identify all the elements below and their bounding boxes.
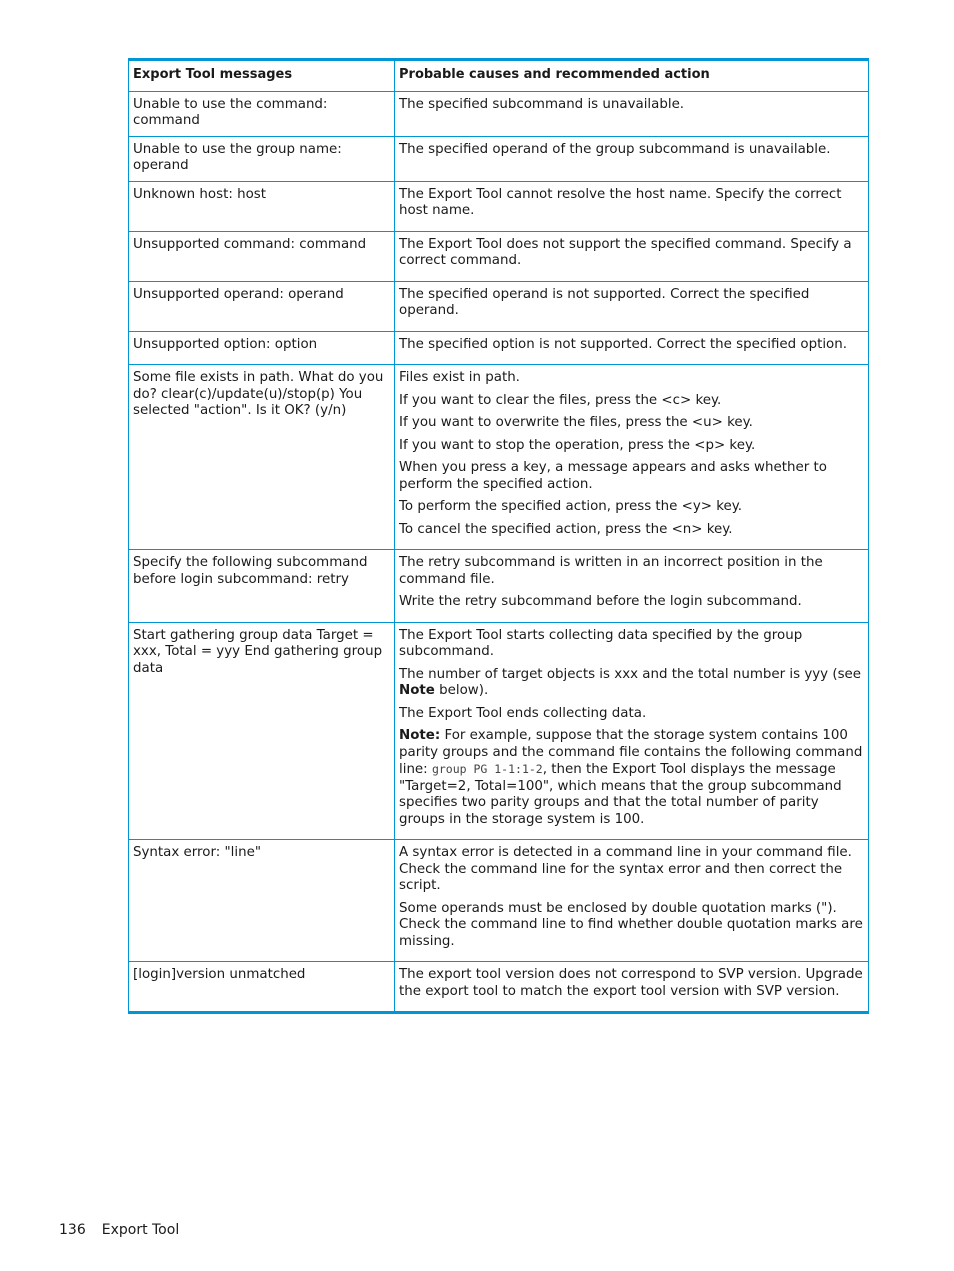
cause-text: To cancel the specified action, press the <n> key. bbox=[399, 521, 733, 537]
note-reference: Note bbox=[399, 683, 435, 698]
cause-cell bbox=[395, 550, 869, 623]
cause-text: A syntax error is detected in a command line in your command file. Check the command line for the syntax error and then correct the script. bbox=[399, 845, 852, 893]
cause-text: Write the retry subcommand before the login subcommand. bbox=[399, 594, 802, 609]
cause-text: The retry subcommand is written in an incorrect position in the command file. bbox=[399, 555, 823, 587]
cause-fragment: below). bbox=[434, 683, 489, 698]
cause-cell bbox=[395, 91, 869, 136]
message-cell: Start gathering group data Target = xxx, Total = yyy End gathering group data bbox=[129, 622, 395, 840]
table-row bbox=[129, 331, 869, 365]
cause-text: Some operands must be enclosed by double quotation marks ("). Check the command line to find whether double quotation marks are missing. bbox=[399, 900, 863, 949]
message-cell: Unsupported operand: operand bbox=[129, 281, 395, 331]
cause-cell bbox=[395, 840, 869, 962]
cause-text: Files exist in path. bbox=[399, 370, 520, 385]
cause-fragment: The number of target objects is xxx and the total number is yyy (see bbox=[399, 666, 862, 682]
page-footer bbox=[59, 1222, 179, 1238]
cause-cell bbox=[395, 181, 869, 231]
cause-text: To perform the specified action, press the <y> key. bbox=[399, 499, 743, 514]
table-row bbox=[129, 281, 869, 331]
page-number: 136 bbox=[59, 1222, 86, 1238]
message-cell: Unable to use the group name: operand bbox=[129, 136, 395, 181]
cause-text: The Export Tool starts collecting data specified by the group subcommand. bbox=[399, 627, 803, 659]
table-row bbox=[129, 181, 869, 231]
table-row bbox=[129, 622, 869, 840]
table-row bbox=[129, 365, 869, 550]
cause-text: If you want to stop the operation, press the <p> key. bbox=[399, 437, 756, 453]
header-messages: Export Tool messages bbox=[129, 60, 395, 92]
table-row bbox=[129, 231, 869, 281]
message-cell: Unable to use the command: command bbox=[129, 91, 395, 136]
cause-text: The specified subcommand is unavailable. bbox=[399, 96, 685, 112]
message-cell: Unsupported command: command bbox=[129, 231, 395, 281]
cause-text: The Export Tool ends collecting data. bbox=[399, 705, 647, 721]
message-cell: Specify the following subcommand before login subcommand: retry bbox=[129, 550, 395, 623]
cause-text: When you press a key, a message appears and asks whether to perform the specified action. bbox=[399, 460, 827, 492]
export-tool-messages-table bbox=[128, 58, 869, 1014]
cause-text: The specified operand of the group subcommand is unavailable. bbox=[399, 141, 831, 157]
note-fragment: For example, suppose that the storage system contains 100 parity groups and the command file contains the following command line: bbox=[399, 728, 863, 777]
code-snippet: group PG 1-1:1-2 bbox=[431, 762, 543, 776]
cause-cell bbox=[395, 622, 869, 840]
table-row bbox=[129, 962, 869, 1013]
message-cell: [login]version unmatched bbox=[129, 962, 395, 1013]
table-row bbox=[129, 136, 869, 181]
table-row bbox=[129, 91, 869, 136]
cause-text: The Export Tool cannot resolve the host name. Specify the correct host name. bbox=[399, 186, 842, 218]
note-text bbox=[399, 728, 864, 833]
cause-cell bbox=[395, 231, 869, 281]
cause-text: The Export Tool does not support the specified command. Specify a correct command. bbox=[399, 236, 852, 268]
message-cell: Unsupported option: option bbox=[129, 331, 395, 365]
cause-text: If you want to clear the files, press the <c> key. bbox=[399, 392, 722, 408]
table-header-row bbox=[129, 60, 869, 92]
cause-cell bbox=[395, 136, 869, 181]
cause-text: The specified operand is not supported. Correct the specified operand. bbox=[399, 286, 810, 318]
table-row bbox=[129, 840, 869, 962]
message-cell: Unknown host: host bbox=[129, 181, 395, 231]
note-label: Note: bbox=[399, 728, 441, 743]
table-row bbox=[129, 550, 869, 623]
cause-cell bbox=[395, 331, 869, 365]
cause-cell bbox=[395, 365, 869, 550]
message-cell: Syntax error: "line" bbox=[129, 840, 395, 962]
header-causes: Probable causes and recommended action bbox=[395, 60, 869, 92]
message-cell: Some file exists in path. What do you do? clear(c)/update(u)/stop(p) You selected "action". Is it OK? (y/n) bbox=[129, 365, 395, 550]
cause-text: The export tool version does not correspond to SVP version. Upgrade the export tool to match the export tool version with SVP version. bbox=[399, 967, 863, 999]
cause-text: If you want to overwrite the files, press the <u> key. bbox=[399, 415, 753, 430]
cause-text bbox=[399, 667, 864, 700]
footer-section-title: Export Tool bbox=[101, 1222, 180, 1238]
cause-text: The specified option is not supported. Correct the specified option. bbox=[399, 336, 847, 352]
cause-cell bbox=[395, 962, 869, 1013]
cause-cell bbox=[395, 281, 869, 331]
note-fragment: , then the Export Tool displays the message "Target=2, Total=100", which means that the group subcommand specifies two parity groups and that the total number of parity groups in the storage system is 100. bbox=[399, 762, 842, 827]
